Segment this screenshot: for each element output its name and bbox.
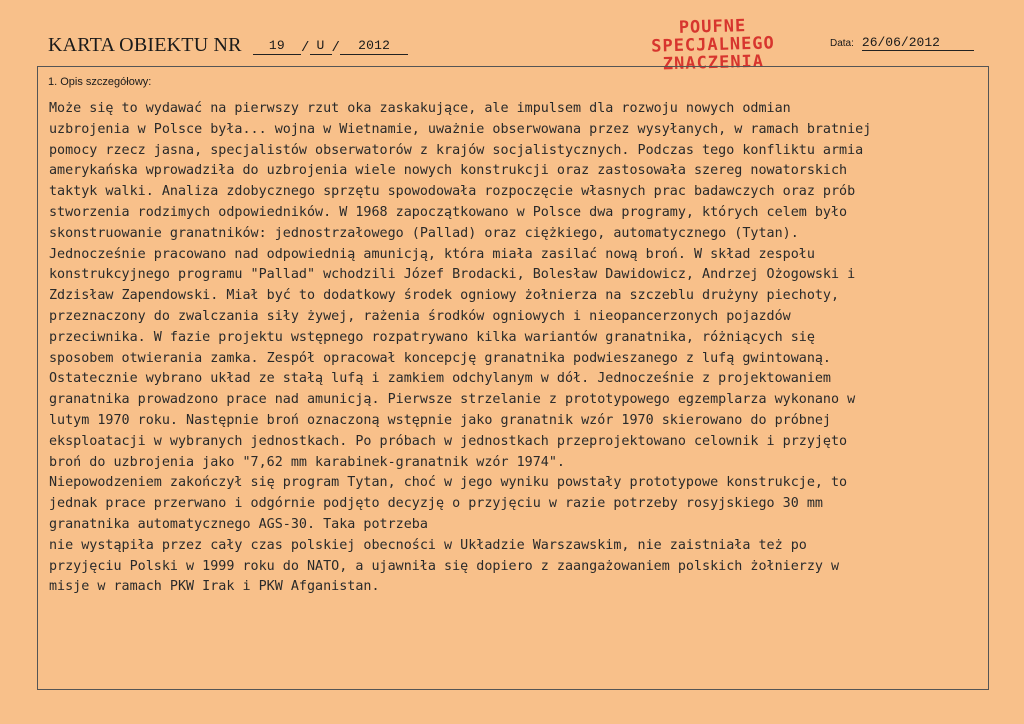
object-number-part3: 2012 — [340, 37, 408, 55]
text-line: przeciwnika. W fazie projektu wstępnego rozpatrywano kilka wariantów granatnika, różniących się — [49, 329, 815, 345]
date-field — [830, 33, 974, 51]
text-line: misje w ramach PKW Irak i PKW Afganistan. — [49, 579, 380, 595]
description-box — [37, 66, 989, 690]
text-line: stworzenia rodzimych odpowiedników. W 1968 zapoczątkowano w Polsce dwa programy, których celem było — [49, 204, 848, 220]
text-line: eksploatacji w wybranych jednostkach. Po próbach w jednostkach przeprojektowano celownik i przyjęto — [49, 433, 848, 449]
text-line: Może się to wydawać na pierwszy rzut oka zaskakujące, ale impulsem dla rozwoju nowych odmian — [49, 101, 791, 116]
section-label: 1. Opis szczegółowy: — [48, 76, 152, 88]
number-separator: / — [300, 40, 310, 56]
text-line: nie wystąpiła przez cały czas polskiej obecności w Układzie Warszawskim, nie zaistniała też po — [49, 537, 807, 553]
stamp-line: SPECJALNEGO — [650, 33, 776, 57]
text-line: skonstruowanie granatników: jednostrzałowego (Pallad) oraz ciężkiego, automatycznego (Tytan). — [49, 225, 799, 241]
text-line: sposobem otwierania zamka. Zespół opracował koncepcję granatnika podwieszanego z lufą gwintowaną. — [49, 350, 831, 366]
text-line: amerykańska wprowadziła do uzbrojenia wiele nowych konstrukcji oraz zastosowała szereg nowatorskich — [49, 163, 848, 179]
stamp-line: ZNACZENIA — [662, 51, 765, 75]
object-number-part1: 19 — [253, 37, 301, 55]
text-line: konstrukcyjnego programu "Pallad" wchodzili Józef Brodacki, Bolesław Dawidowicz, Andrzej Ożogowski i — [49, 267, 856, 283]
text-line: Ostatecznie wybrano układ ze stałą lufą i zamkiem odchylanym w dół. Jednocześnie z projektowaniem — [49, 371, 831, 387]
title-label: KARTA OBIEKTU NR — [48, 34, 242, 56]
text-line: Jednocześnie pracowano nad odpowiednią amunicją, która miała zasilać nową broń. W skład zespołu — [49, 246, 815, 262]
date-value: 26/06/2012 — [862, 35, 974, 51]
text-line: lutym 1970 roku. Następnie broń oznaczoną wstępnie jako granatnik wzór 1970 skierowano do próbnej — [49, 412, 831, 428]
text-line: przeznaczony do zwalczania siły żywej, rażenia środków ogniowych i nieopancerzonych pojazdów — [49, 308, 791, 324]
text-line: granatnika prowadzono prace nad amunicją. Pierwsze strzelanie z prototypowego egzemplarza wykonano w — [49, 392, 856, 408]
text-line: przyjęciu Polski w 1999 roku do NATO, a ujawniła się dopiero z zaangażowaniem polskich żołnierzy w — [49, 558, 840, 574]
text-line: uzbrojenia w Polsce była... wojna w Wietnamie, uważnie obserwowana przez wysyłanych, w ramach bratniej — [49, 121, 872, 137]
text-line: jednak prace przerwano i odgórnie podjęto decyzję o przyjęciu w razie potrzeby rosyjskiego 30 mm — [49, 496, 823, 512]
text-line: pomocy rzecz jasna, specjalistów obserwatorów z krajów socjalistycznych. Podczas tego konfliktu armia — [49, 142, 864, 158]
text-line: Niepowodzeniem zakończył się program Tytan, choć w jego wyniku powstały prototypowe konstrukcje, to — [49, 475, 848, 491]
text-line: granatnika automatycznego AGS-30. Taka potrzeba — [49, 516, 428, 532]
card-title — [48, 34, 408, 57]
date-label: Data: — [830, 38, 854, 49]
description-text — [49, 99, 975, 598]
stamp-line: POUFNE — [678, 16, 747, 38]
text-line: broń do uzbrojenia jako "7,62 mm karabinek-granatnik wzór 1974". — [49, 454, 565, 470]
object-number-part2: U — [310, 37, 332, 55]
text-line: taktyk walki. Analiza zdobycznego sprzętu spowodowała rozpoczęcie własnych prac badawczych oraz prób — [49, 184, 856, 200]
number-separator: / — [331, 40, 341, 56]
text-line: Zdzisław Zapendowski. Miał być to dodatkowy środek ogniowy żołnierza na szczeblu drużyny piechoty, — [49, 288, 840, 304]
